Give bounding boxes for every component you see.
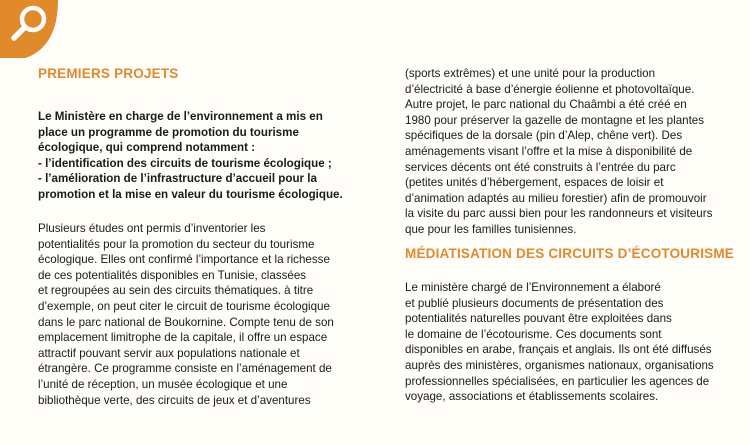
text-line: services décents ont été construits à l’entrée du parc	[405, 160, 676, 174]
text-line: et regroupées au sein des circuits thématiques. à titre	[38, 284, 314, 298]
text-line: écologique. Elles ont confirmé l’importance et la richesse	[38, 253, 330, 267]
intro-line: - l’identification des circuits de tourisme écologique ;	[38, 156, 332, 170]
body-paragraph-right-continued	[405, 66, 735, 238]
intro-line: promotion et la mise en valeur du tourisme écologique.	[38, 187, 343, 201]
text-line: Autre projet, le parc national du Chaâmbi a été créé en	[405, 98, 687, 112]
text-line: de ces potentialités disponibles en Tunisie, classées	[38, 268, 307, 282]
text-line: d’électricité à base d’énergie éolienne et photovoltaïque.	[405, 82, 695, 96]
text-line: l’unité de réception, un musée écologique et une	[38, 377, 288, 391]
intro-line: place un programme de promotion du tourisme	[38, 125, 299, 139]
text-line: spécifiques de la dorsale (pin d’Alep, chêne vert). Des	[405, 129, 683, 143]
body-paragraph-mediatisation	[405, 280, 735, 405]
text-line: potentialités pour la promotion du secteur du tourisme	[38, 237, 315, 251]
text-line: 1980 pour préserver la gazelle de montagne et les plantes	[405, 113, 705, 127]
intro-line: Le Ministère en charge de l’environnement a mis en	[38, 110, 323, 123]
text-line: voyage, associations et établissements scolaires.	[405, 390, 659, 404]
text-line: que pour les familles tunisiennes.	[405, 222, 577, 236]
text-line: bibliothèque verte, des circuits de jeux et d’aventures	[38, 393, 311, 407]
text-line: disponibles en arabe, français et anglais. Ils ont été diffusés	[405, 343, 712, 357]
text-line: dans le parc national de Boukornine. Compte tenu de son	[38, 315, 334, 329]
text-line: aménagements visant l’offre et la mise à disponibilité de	[405, 144, 693, 158]
section-heading-premiers-projets: PREMIERS PROJETS	[38, 66, 179, 81]
text-line: étrangère. Ce programme consiste en l’aménagement de	[38, 362, 332, 376]
text-line: (petites unités d’hébergement, espaces de loisir et	[405, 176, 664, 190]
intro-line: - l’amélioration de l’infrastructure d’accueil pour la	[38, 172, 317, 186]
corner-search-badge	[0, 0, 78, 72]
text-line: d’animation adaptés au milieu forestier) afin de promouvoir	[405, 191, 707, 205]
body-paragraph-left	[38, 221, 368, 408]
search-icon	[0, 0, 78, 72]
text-line: Plusieurs études ont permis d’inventorier les	[38, 222, 266, 235]
intro-line: écologique, qui comprend notamment :	[38, 141, 256, 155]
text-line: auprès des ministères, organismes nationaux, organisations	[405, 358, 714, 372]
text-line: le domaine de l’écotourisme. Ces documents sont	[405, 327, 662, 341]
text-line: professionnelles spécialisées, en particulier les agences de	[405, 374, 710, 388]
text-line: potentialités naturelles pouvant être exploitées dans	[405, 312, 672, 326]
text-line: et publié plusieurs documents de présentation des	[405, 296, 664, 310]
text-line: Le ministère chargé de l’Environnement a élaboré	[405, 281, 661, 294]
text-line: emplacement limitrophe de la capitale, il offre un espace	[38, 331, 328, 345]
text-line: attractif pouvant servir aux populations nationale et	[38, 346, 300, 360]
text-line: d’exemple, on peut citer le circuit de tourisme écologique	[38, 299, 330, 313]
intro-paragraph	[38, 109, 368, 203]
text-line: (sports extrêmes) et une unité pour la production	[405, 67, 656, 80]
text-line: la visite du parc aussi bien pour les randonneurs et visiteurs	[405, 207, 713, 221]
section-heading-mediatisation: MÉDIATISATION DES CIRCUITS D’ÉCOTOURISME	[405, 246, 735, 261]
